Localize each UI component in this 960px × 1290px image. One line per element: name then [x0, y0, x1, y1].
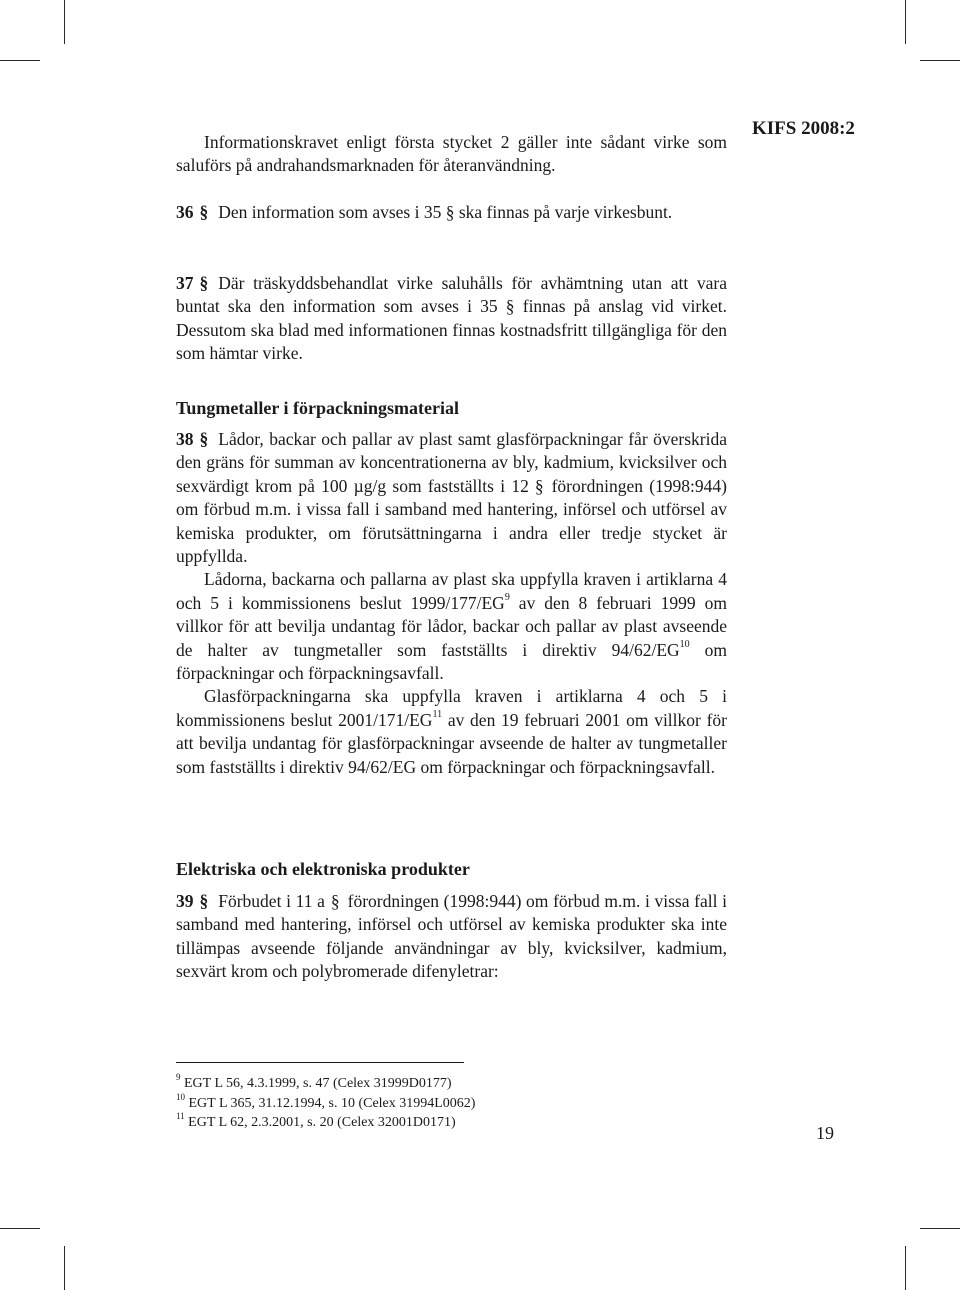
section-38-paragraph-3: Glasförpackningarna ska uppfylla kraven i artiklarna 4 och 5 i kommissionens beslut 2001/171/EG$^{11}$ av den 19 februari 2001 om villkor för att bevilja undantag för glasförpackningar avseende de halter av tungmetaller som fastställts i direktiv 94/62/EG om förpackningar och förpackningsavfall.: [176, 686, 727, 777]
crop-mark-right-bottom: [920, 1228, 960, 1229]
crop-mark-right-top: [920, 60, 960, 61]
section-number: 38: [176, 429, 194, 449]
footnote-9: $^9$ EGT L 56, 4.3.1999, s. 47 (Celex 31999D0177): [176, 1072, 452, 1091]
crop-mark-left-top: [0, 60, 40, 61]
crop-mark-top-left: [64, 0, 65, 44]
section-text-part1: Förbudet i 11 a: [218, 891, 325, 911]
crop-mark-bottom-left: [64, 1246, 65, 1290]
footnote-ref-10[interactable]: 10: [679, 638, 690, 650]
footnote-11: $^{11}$ EGT L 62, 2.3.2001, s. 20 (Celex 32001D0171): [176, 1111, 456, 1130]
section-38: [176, 428, 727, 779]
section-symbol: §: [199, 891, 209, 911]
section-symbol-inline: §: [534, 475, 544, 496]
section-symbol: §: [199, 273, 209, 293]
section-36: [176, 201, 727, 224]
section-number: 37: [176, 273, 194, 293]
crop-mark-left-bottom: [0, 1228, 40, 1229]
footnote-ref-9[interactable]: 9: [504, 592, 510, 604]
intro-paragraph: Informationskravet enligt första stycket 2 gäller inte sådant virke som saluförs på andrahandsmarknaden för återanvändning.: [176, 132, 727, 176]
section-text-part2: förordningen (1998:944) om förbud m.m. i vissa fall i samband med hantering, införsel och utförsel av kemiska produkter ska inte tillämpas avseende följande användningar av bly, kvicksilver, kadmium, sexvärt krom och polybromerade difenyletrar:: [176, 891, 727, 982]
section-38-paragraph-2: Lådorna, backarna och pallarna av plast ska uppfylla kraven i artiklarna 4 och 5 i kommissionens beslut $1999/177/EG^9$ av den 8 februari 1999 om villkor för att bevilja undantag för lådor, backar och pallar av plast avseende de halter av tungmetaller som fastställts i direktiv 94/62/EG$^{10}$ om förpackningar och förpackningsavfall.: [176, 569, 727, 684]
crop-mark-bottom-right: [905, 1246, 906, 1290]
section-text-part2: förordningen (1998:944) om förbud m.m. i vissa fall i samband med hantering, införsel och utförsel av kemiska produkter, om förutsättningarna i andra eller tredje stycket är uppfyllda.: [176, 475, 727, 567]
page-number: 19: [816, 1123, 834, 1143]
section-text-part1: Lådor, backar och pallar av plast samt glasförpackningar får överskrida den gräns för summan av koncentrationerna av bly, kadmium, kvicksilver och sexvärdigt krom på 100 µg/g som fastställts i 12: [176, 429, 727, 496]
document-code: KIFS 2008:2: [752, 118, 855, 139]
section-text: Den information som avses i 35 § ska finnas på varje virkesbunt.: [218, 202, 673, 222]
footnote-10: $^{10}$ EGT L 365, 31.12.1994, s. 10 (Celex 31994L0062): [176, 1091, 476, 1111]
crop-mark-top-right: [905, 0, 906, 44]
heading-heavy-metals: Tungmetaller i förpackningsmaterial: [176, 398, 459, 418]
section-number: 39: [176, 891, 194, 911]
footnote-separator: [176, 1062, 464, 1063]
section-39: [176, 890, 727, 984]
section-number: 36: [176, 202, 194, 222]
section-37: [176, 272, 727, 366]
footnotes: [176, 1074, 475, 1133]
heading-electronics: Elektriska och elektroniska produkter: [176, 859, 470, 879]
section-text: Där träskyddsbehandlat virke saluhålls för avhämtning utan att vara buntat ska den information som avses i 35 § finnas på anslag vid virket. Dessutom ska blad med informationen finnas kostnadsfritt tillgängliga för den som hämtar virke.: [176, 273, 727, 364]
section-symbol: §: [199, 202, 209, 222]
footnote-ref-11[interactable]: 11: [432, 709, 443, 721]
section-symbol-inline: §: [330, 891, 340, 911]
section-symbol: §: [199, 429, 209, 449]
